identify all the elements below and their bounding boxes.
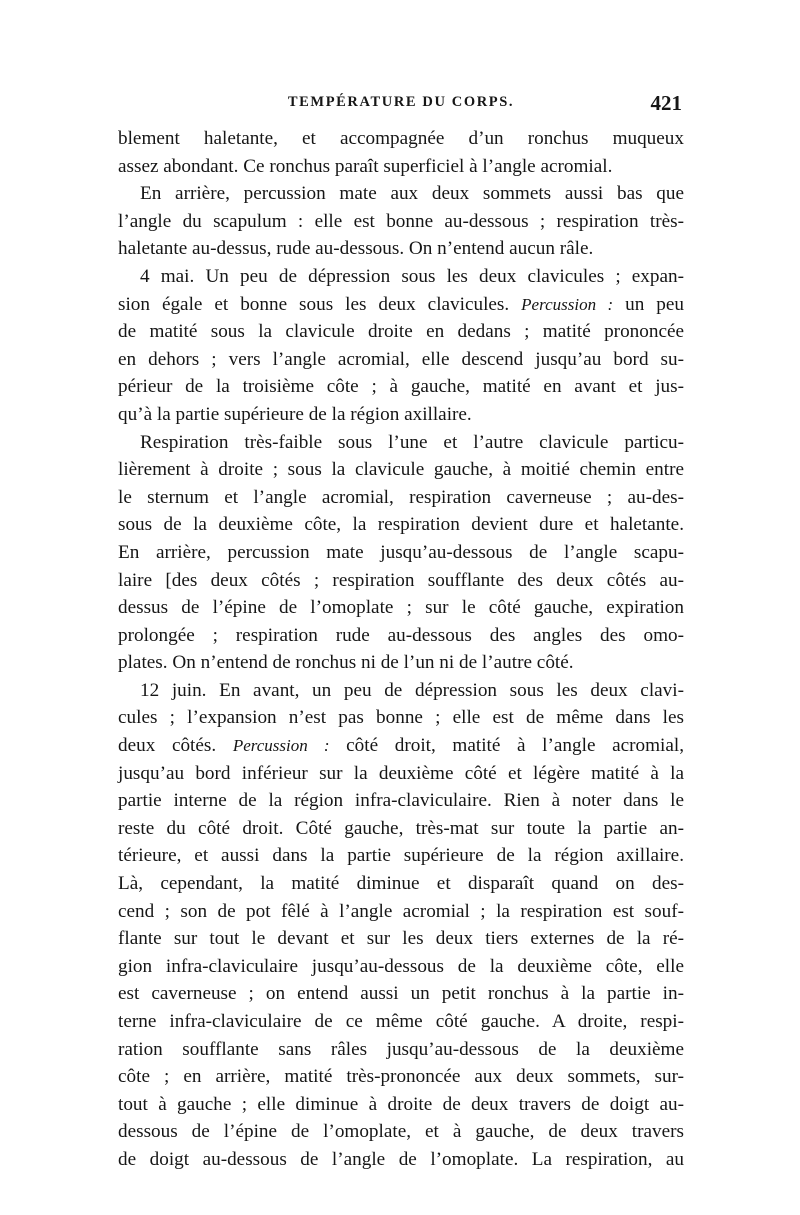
text-line: [118, 539, 684, 567]
line-text: sous de la deuxième côte, la respiration devient dure et haletante.: [118, 514, 684, 536]
text-line: [118, 760, 684, 788]
text-line: [118, 263, 684, 291]
line-text: est caverneuse ; on entend aussi un petit ronchus à la partie in-: [118, 983, 684, 1005]
line-text: dessous de l’épine de l’omoplate, et à gauche, de deux travers: [118, 1121, 684, 1143]
text-line: [118, 346, 684, 374]
line-text: sion égale et bonne sous les deux clavicules.: [118, 293, 510, 315]
line-text: En arrière, percussion mate aux deux sommets aussi bas que: [140, 183, 684, 205]
line-text: En arrière, percussion mate jusqu’au-dessous de l’angle scapu-: [118, 541, 684, 563]
text-line: [118, 594, 684, 622]
line-text: deux côtés.: [118, 735, 217, 757]
italic-term: Percussion :: [232, 736, 330, 756]
text-line: [118, 1118, 684, 1146]
line-text: prolongée ; respiration rude au-dessous des angles des omo-: [118, 624, 684, 646]
text-line: [118, 842, 684, 870]
text-line: [118, 180, 684, 208]
line-text: lièrement à droite ; sous la clavicule gauche, à moitié chemin entre: [118, 459, 684, 481]
text-line: [118, 429, 684, 457]
text-line: [118, 1036, 684, 1064]
line-text: laire [des deux côtés ; respiration soufflante des deux côtés au-: [118, 569, 684, 591]
line-text: l’angle du scapulum : elle est bonne au-dessous ; respiration très-: [118, 210, 684, 232]
text-line: [118, 898, 684, 926]
text-line: [118, 153, 684, 181]
line-text: flante sur tout le devant et sur les deux tiers externes de la ré-: [118, 928, 684, 950]
text-line: [118, 484, 684, 512]
text-line: [118, 925, 684, 953]
line-text: ration soufflante sans râles jusqu’au-dessous de la deuxième: [118, 1038, 684, 1060]
line-text: haletante au-dessus, rude au-dessous. On n’entend aucun râle.: [118, 238, 594, 260]
text-line: [118, 870, 684, 898]
italic-term: Percussion :: [521, 294, 614, 314]
text-line: [118, 401, 684, 429]
line-text: gion infra-claviculaire jusqu’au-dessous de la deuxième côte, elle: [118, 955, 684, 977]
line-text: terne infra-claviculaire de ce même côté gauche. A droite, respi-: [118, 1011, 684, 1032]
text-line: [118, 208, 684, 236]
line-text: qu’à la partie supérieure de la région axillaire.: [118, 403, 472, 425]
text-line: [118, 1091, 684, 1119]
line-text-continued: un peu: [625, 293, 684, 315]
line-text: 4 mai. Un peu de dépression sous les deux clavicules ; expan-: [140, 265, 684, 287]
line-text: en dehors ; vers l’angle acromial, elle descend jusqu’au bord su-: [118, 348, 684, 370]
line-text: Là, cependant, la matité diminue et disparaît quand on des-: [118, 873, 684, 895]
running-title: TEMPÉRATURE DU CORPS.: [287, 94, 515, 110]
line-text: reste du côté droit. Côté gauche, très-mat sur toute la partie an-: [118, 817, 684, 839]
line-text: assez abondant. Ce ronchus paraît superficiel à l’angle acromial.: [118, 155, 613, 177]
text-line: [118, 815, 684, 843]
text-line: [118, 511, 684, 539]
line-text: périeur de la troisième côte ; à gauche, matité en avant et jus-: [118, 376, 684, 398]
text-line: [118, 125, 684, 153]
line-text: côte ; en arrière, matité très-prononcée aux deux sommets, sur-: [118, 1066, 684, 1088]
text-line: [118, 567, 684, 595]
text-line: [118, 235, 684, 263]
line-text: dessus de l’épine de l’omoplate ; sur le côté gauche, expiration: [118, 597, 684, 619]
text-line: [118, 704, 684, 732]
body-text: [118, 125, 685, 1170]
text-line: [118, 1146, 684, 1174]
text-line: [118, 953, 684, 981]
text-line: [118, 980, 684, 1008]
line-text: plates. On n’entend de ronchus ni de l’un ni de l’autre côté.: [118, 652, 574, 674]
line-text: partie interne de la région infra-claviculaire. Rien à noter dans le: [118, 790, 684, 812]
text-line: [118, 1063, 684, 1091]
text-line: [118, 373, 684, 401]
line-text: Respiration très-faible sous l’une et l’autre clavicule particu-: [140, 431, 684, 453]
text-line: [118, 318, 684, 346]
text-line: [118, 732, 684, 760]
line-text: de doigt au-dessous de l’angle de l’omoplate. La respiration, au: [118, 1148, 684, 1170]
text-line: [118, 1008, 684, 1036]
line-text: tout à gauche ; elle diminue à droite de deux travers de doigt au-: [118, 1093, 684, 1115]
line-text: de matité sous la clavicule droite en dedans ; matité prononcée: [118, 321, 684, 343]
line-text: blement haletante, et accompagnée d’un ronchus muqueux: [118, 128, 684, 149]
text-line: [118, 649, 684, 677]
text-line: [118, 677, 684, 705]
text-line: [118, 787, 684, 815]
page-number: 421: [650, 91, 682, 115]
line-text-continued: côté droit, matité à l’angle acromial,: [346, 735, 685, 757]
page-header: [118, 91, 684, 120]
line-text: 12 juin. En avant, un peu de dépression sous les deux clavi-: [140, 679, 684, 701]
line-text: térieure, et aussi dans la partie supérieure de la région axillaire.: [118, 845, 684, 867]
line-text: cend ; son de pot fêlé à l’angle acromial ; la respiration est souf-: [118, 900, 684, 922]
line-text: jusqu’au bord inférieur sur la deuxième côté et légère matité à la: [118, 762, 684, 784]
text-line: [118, 456, 684, 484]
line-text: cules ; l’expansion n’est pas bonne ; elle est de même dans les: [118, 707, 684, 729]
text-line: [118, 622, 684, 650]
line-text: le sternum et l’angle acromial, respiration caverneuse ; au-des-: [118, 486, 684, 508]
text-line: [118, 291, 684, 319]
